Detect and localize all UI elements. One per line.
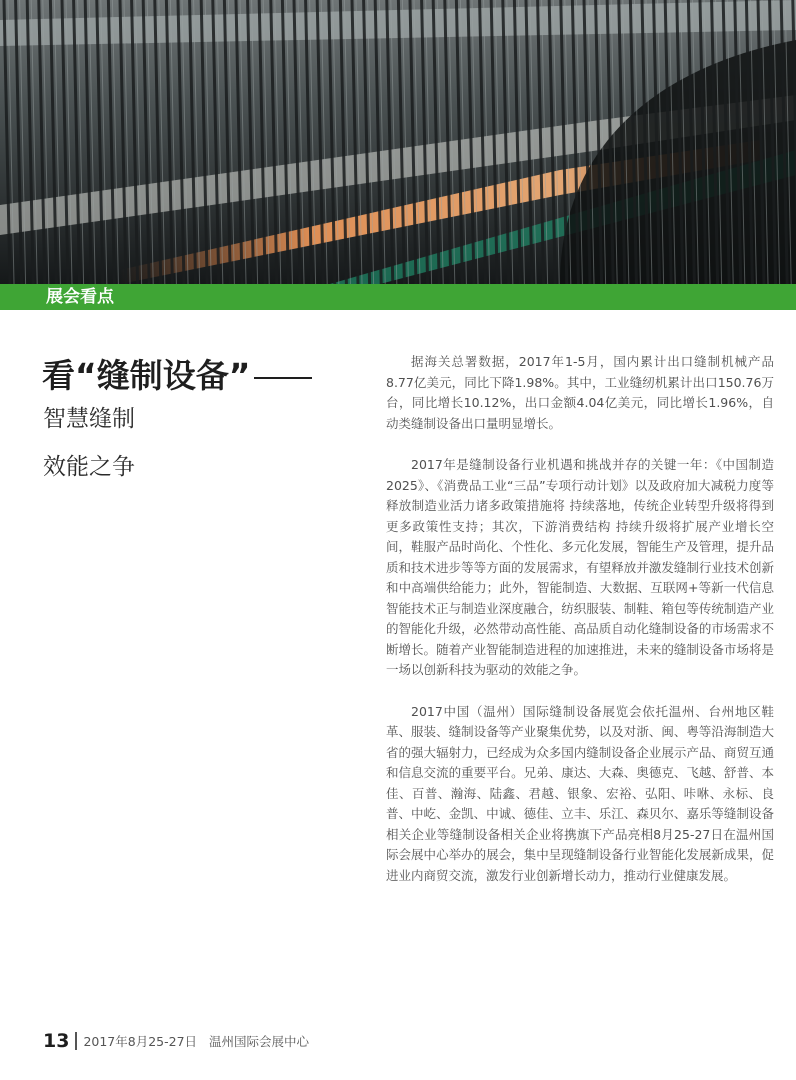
title-dash: [254, 377, 312, 379]
article-body: [386, 352, 774, 907]
page-footer: [43, 1030, 309, 1052]
subtitle-line-1: 智慧缝制: [43, 406, 135, 432]
section-banner: [0, 284, 796, 310]
title-text: 看“缝制设备”: [42, 356, 251, 395]
footer-date: 2017年8月25-27日: [83, 1034, 198, 1049]
footer-venue: 温州国际会展中心: [209, 1034, 310, 1049]
section-label: 展会看点: [46, 287, 114, 307]
subtitle-line-2: 效能之争: [43, 454, 135, 480]
page-number: 13: [43, 1030, 70, 1052]
paragraph-3: 2017中国（温州）国际缝制设备展览会依托温州、台州地区鞋革、服装、缝制设备等产业聚集优势，以及对浙、闽、粤等沿海制造大省的强大辐射力，已经成为众多国内缝制设备企业展示产品、商贸互通和信息交流的重要平台。兄弟、康达、大森、奥德克、飞越、舒普、本佳、百普、瀚海、陆鑫、君越、银象、宏裕、弘阳、咔咻、永标、良普、中屹、金凯、中诚、德佳、立丰、乐江、森贝尔、嘉乐等缝制设备相关企业等缝制设备相关企业将携旗下产品亮相8月25-27日在温州国际会展中心举办的展会，集中呈现缝制设备行业智能化发展新成果，促进业内商贸交流，激发行业创新增长动力，推动行业健康发展。: [386, 703, 774, 883]
footer-divider: [75, 1032, 77, 1050]
paragraph-2: 2017年是缝制设备行业机遇和挑战并存的关键一年：《中国制造2025》、《消费品工业“三品”专项行动计划》以及政府加大减税力度等释放制造业活力诸多政策措施将 持续落地，传统企业转型升级将得到更多政策性支持；其次，下游消费结构 持续升级将扩展产业增长空间，鞋服产品时尚化、个性化、多元化发展，智能生产及管理，提升品质和技术进步等等方面的发展需求，有望释放并激发缝制行业技术创新和中高端供给能力；此外，智能制造、大数据、互联网+等新一代信息智能技术正与制造业深度融合，纺织服装、制鞋、箱包等传统制造产业的智能化升级，必然带动高性能、高品质自动化缝制设备的市场需求不断增长。随着产业智能制造进程的加速推进，未来的缝制设备市场将是一场以创新科技为驱动的效能之争。: [386, 457, 774, 677]
paragraph-1: 据海关总署数据，2017年1-5月，国内累计出口缝制机械产品8.77亿美元，同比下降1.98%。其中，工业缝纫机累计出口150.76万台，同比增长10.12%，出口金额4.04亿美元，同比增长1.96%，自动类缝制设备出口量明显增长。: [386, 354, 774, 431]
article-title: [42, 354, 312, 398]
header-photo: [0, 0, 796, 284]
sewing-machine-photo: [0, 0, 796, 284]
